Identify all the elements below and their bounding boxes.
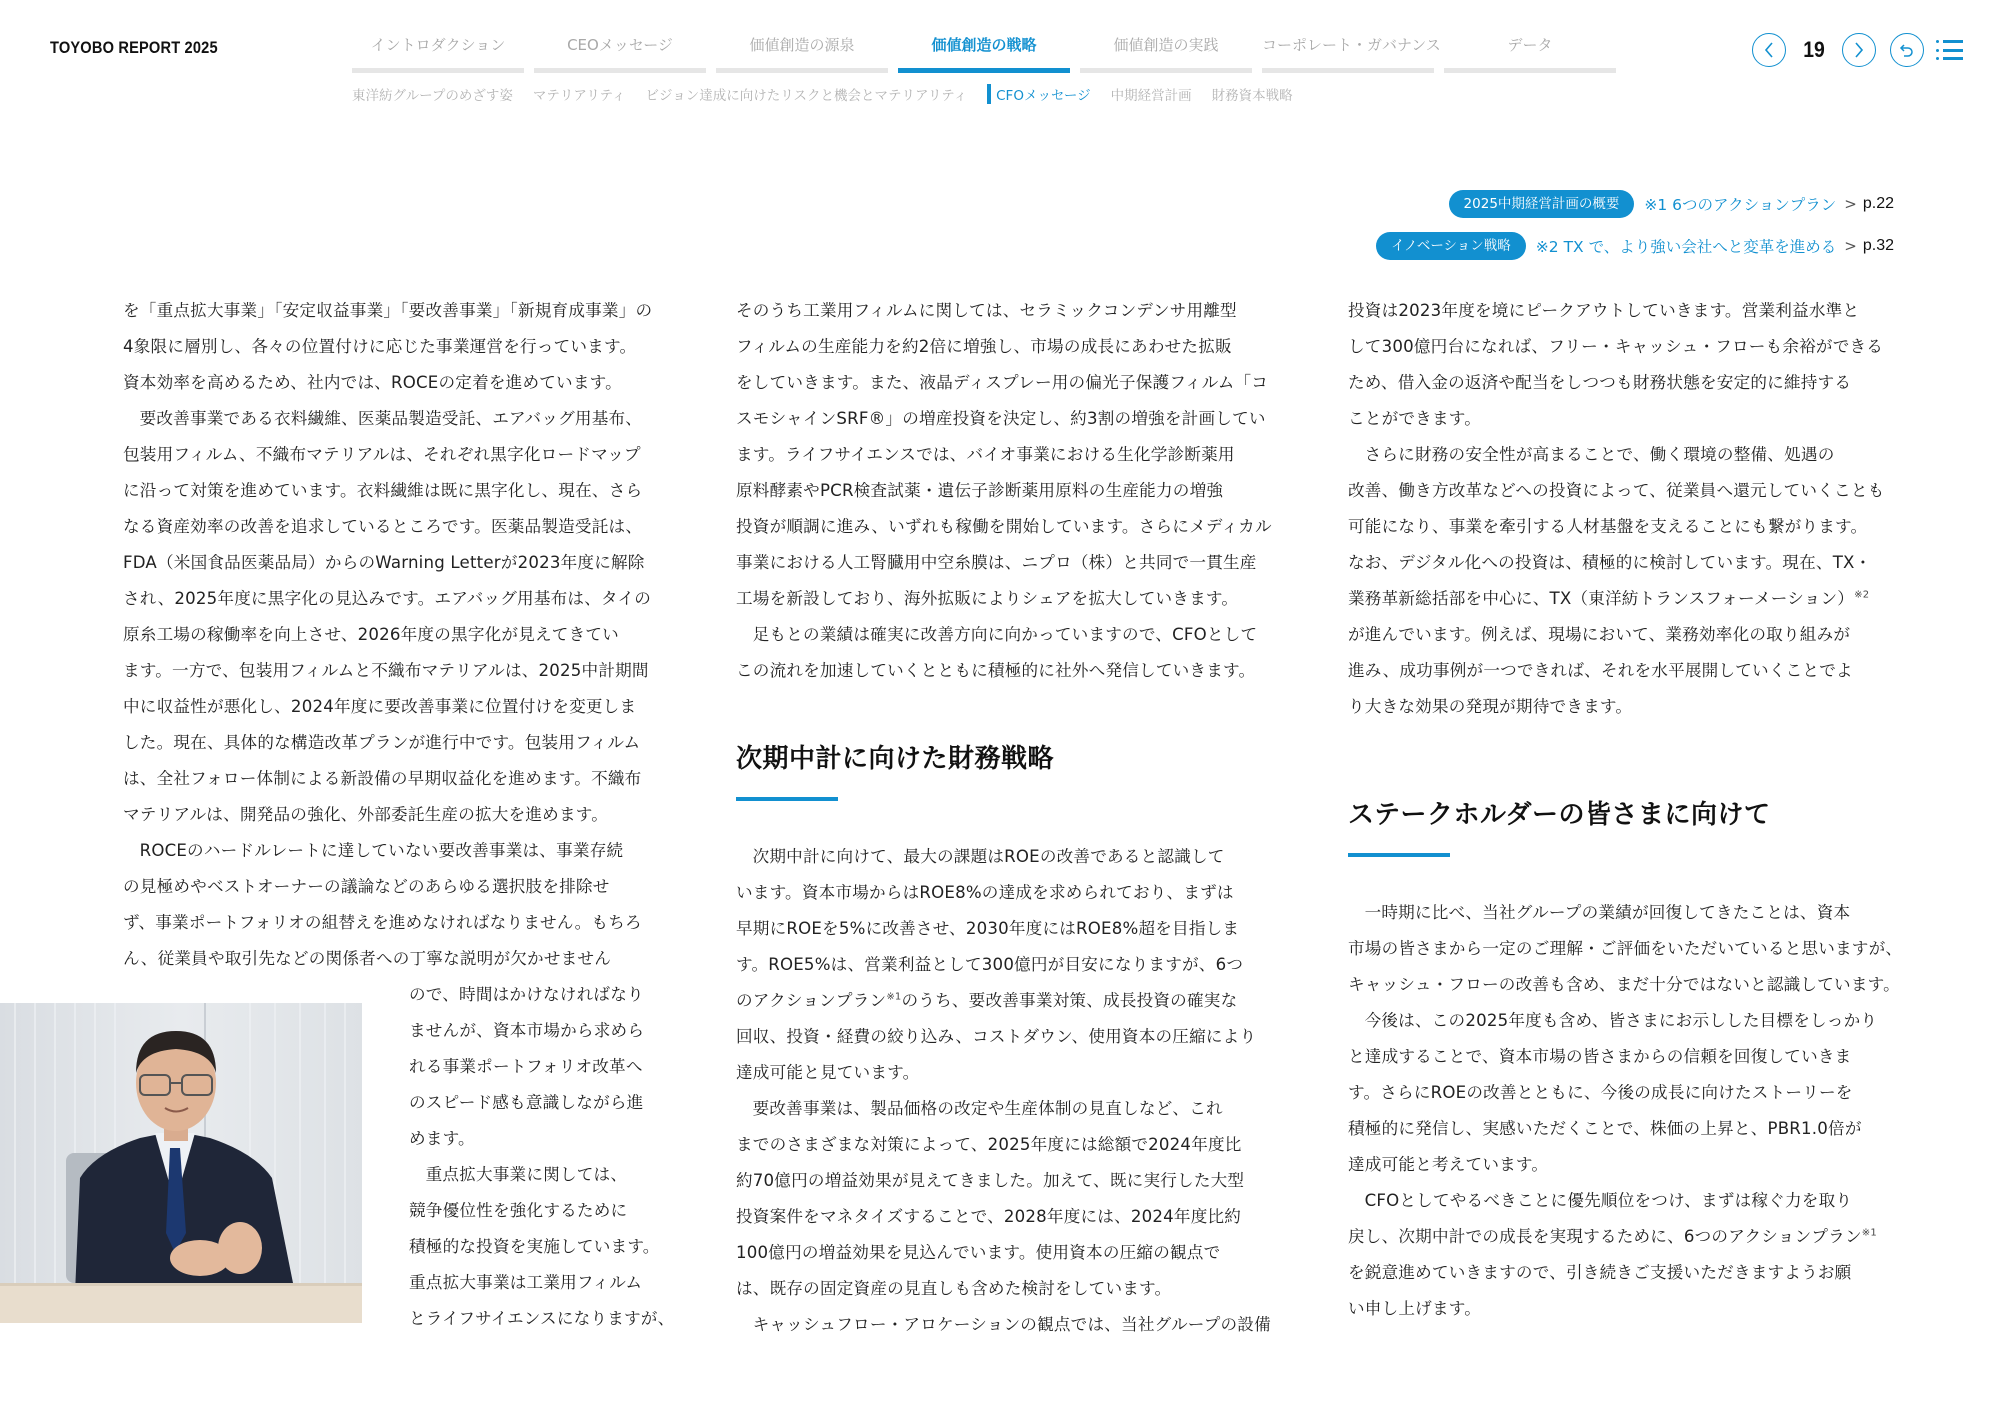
body-line: そのうち工業用フィルムに関しては、セラミックコンデンサ用離型 bbox=[736, 301, 1237, 320]
body-line: と達成することで、資本市場の皆さまからの信頼を回復していきま bbox=[1348, 1047, 1852, 1066]
chevron-right-icon: > bbox=[1844, 237, 1857, 255]
body-line: 投資案件をマネタイズすることで、2028年度には、2024年度比約 bbox=[736, 1207, 1242, 1226]
chevron-right-icon: > bbox=[1844, 195, 1857, 213]
body-line: 回収、投資・経費の絞り込み、コストダウン、使用資本の圧縮により bbox=[736, 1027, 1257, 1046]
prev-page-button[interactable] bbox=[1752, 33, 1786, 67]
subtab-financial-strategy[interactable]: 財務資本戦略 bbox=[1211, 88, 1293, 104]
body-line: なお、デジタル化への投資は、積極的に検討しています。現在、TX・ bbox=[1348, 553, 1872, 572]
page-number: 19 bbox=[1803, 37, 1825, 62]
reference-link-tx[interactable] bbox=[1376, 232, 1894, 260]
body-line: 戻し、次期中計での成長を実現するために、6つのアクションプラン$^{※1}$ bbox=[1348, 1227, 1877, 1246]
body-line: り大きな効果の発現が期待できます。 bbox=[1348, 697, 1633, 716]
body-line: して300億円台になれば、フリー・キャッシュ・フローも余裕ができる bbox=[1348, 337, 1884, 356]
portrait-illustration bbox=[0, 1003, 362, 1323]
sub-section-nav bbox=[352, 84, 1293, 104]
body-line: めます。 bbox=[409, 1129, 475, 1148]
body-line: す。ROE5%は、営業利益として300億円が目安になりますが、6つ bbox=[736, 955, 1244, 974]
reference-page: p.32 bbox=[1862, 237, 1894, 254]
tab-value-strategy[interactable] bbox=[898, 30, 1070, 73]
body-line: 要改善事業である衣料繊維、医薬品製造受託、エアバッグ用基布、 bbox=[139, 409, 643, 428]
body-line: ます。一方で、包装用フィルムと不織布マテリアルは、2025中計期間 bbox=[123, 661, 649, 680]
body-column-1 bbox=[123, 293, 668, 977]
body-line: は、既存の固定資産の見直しも含めた検討をしています。 bbox=[736, 1279, 1172, 1298]
cross-references bbox=[1376, 190, 1894, 260]
tab-label: データ bbox=[1507, 36, 1553, 54]
body-line: 改善、働き方改革などへの投資によって、従業員へ還元していくことも bbox=[1348, 481, 1885, 500]
body-line: 業務革新総括部を中心に、TX（東洋紡トランスフォーメーション）$^{※2}$ bbox=[1348, 589, 1870, 608]
body-line: CFOとしてやるべきことに優先順位をつけ、まずは稼ぐ力を取り bbox=[1364, 1191, 1853, 1210]
subtab-cfo-message[interactable]: CFOメッセージ bbox=[987, 84, 1091, 104]
body-line: なる資産効率の改善を追求しているところです。医薬品製造受託は、 bbox=[123, 517, 643, 536]
tab-introduction[interactable] bbox=[352, 30, 524, 73]
reference-title[interactable]: ※2 TX で、より強い会社へと変革を進める bbox=[1535, 238, 1837, 256]
body-line: のスピード感も意識しながら進 bbox=[409, 1093, 644, 1112]
body-line: れる事業ポートフォリオ改革へ bbox=[409, 1057, 643, 1076]
body-line: 達成可能と見ています。 bbox=[736, 1063, 920, 1082]
body-line: 今後は、この2025年度も含め、皆さまにお示しした目標をしっかり bbox=[1364, 1011, 1878, 1030]
tab-value-sources[interactable] bbox=[716, 30, 888, 73]
body-line: 早期にROEを5%に改善させ、2030年度にはROE8%超を目指しま bbox=[736, 919, 1240, 938]
return-arrow-icon bbox=[1897, 40, 1917, 60]
tab-label: 価値創造の実践 bbox=[1113, 36, 1219, 54]
subtab-vision[interactable]: 東洋紡グループのめざす姿 bbox=[352, 88, 513, 104]
body-line: ことができます。 bbox=[1348, 409, 1482, 428]
reference-tag: イノベーション戦略 bbox=[1376, 232, 1526, 260]
body-line: 中に収益性が悪化し、2024年度に要改善事業に位置付けを変更しま bbox=[123, 697, 637, 716]
body-line: 事業における人工腎臓用中空糸膜は、ニプロ（株）と共同で一貫生産 bbox=[736, 553, 1257, 572]
footnote-marker: ※1 bbox=[1861, 1227, 1877, 1239]
body-line: が進んでいます。例えば、現場において、業務効率化の取り組みが bbox=[1348, 625, 1851, 644]
body-line: ます。ライフサイエンスでは、バイオ事業における生化学診断薬用 bbox=[736, 445, 1235, 464]
subtab-risks-opportunities[interactable]: ビジョン達成に向けたリスクと機会とマテリアリティ bbox=[645, 88, 968, 104]
tab-indicator bbox=[352, 68, 524, 73]
body-line: 市場の皆さまから一定のご理解・ご評価をいただいていると思いますが、 bbox=[1348, 939, 1903, 958]
body-line: い申し上げます。 bbox=[1348, 1299, 1482, 1318]
body-column-1-narrow bbox=[409, 977, 675, 1337]
tab-indicator bbox=[898, 68, 1070, 73]
body-line: す。さらにROEの改善とともに、今後の成長に向けたストーリーを bbox=[1348, 1083, 1853, 1102]
subtab-materiality[interactable]: マテリアリティ bbox=[532, 88, 626, 104]
body-line: した。現在、具体的な構造改革プランが進行中です。包装用フィルム bbox=[123, 733, 641, 752]
body-line: は、全社フォロー体制による新設備の早期収益化を進めます。不織布 bbox=[123, 769, 642, 788]
tab-indicator bbox=[1080, 68, 1252, 73]
body-line: をしていきます。また、液晶ディスプレー用の偏光子保護フィルム「コ bbox=[736, 373, 1269, 392]
section-heading-stakeholders: ステークホルダーの皆さまに向けて bbox=[1348, 800, 1771, 830]
body-line: この流れを加速していくとともに積極的に社外へ発信していきます。 bbox=[736, 661, 1256, 680]
report-brand: TOYOBO REPORT 2025 bbox=[50, 38, 218, 57]
body-line: FDA（米国食品医薬品局）からのWarning Letterが2023年度に解除 bbox=[123, 553, 645, 572]
reference-tag: 2025中期経営計画の概要 bbox=[1449, 190, 1635, 218]
body-line: ず、事業ポートフォリオの組替えを進めなければなりません。もちろ bbox=[123, 913, 642, 932]
body-line: 達成可能と考えています。 bbox=[1348, 1155, 1549, 1174]
body-line: ため、借入金の返済や配当をしつつも財務状態を安定的に維持する bbox=[1348, 373, 1852, 392]
body-line: 約70億円の増益効果が見えてきました。加えて、既に実行した大型 bbox=[736, 1171, 1245, 1190]
body-line: 次期中計に向けて、最大の課題はROEの改善であると認識して bbox=[752, 847, 1225, 866]
body-line: 100億円の増益効果を見込んでいます。使用資本の圧縮の観点で bbox=[736, 1243, 1221, 1262]
page-navigation bbox=[1752, 33, 1964, 67]
body-line: に沿って対策を進めています。衣料繊維は既に黒字化し、現在、さら bbox=[123, 481, 643, 500]
body-line: のアクションプラン$^{※1}$のうち、要改善事業対策、成長投資の確実な bbox=[736, 991, 1238, 1010]
body-line: 競争優位性を強化するために bbox=[409, 1201, 628, 1220]
body-line: キャッシュフロー・アロケーションの観点では、当社グループの設備 bbox=[752, 1315, 1271, 1334]
chevron-right-icon bbox=[1852, 41, 1866, 59]
tab-indicator bbox=[1444, 68, 1616, 73]
next-page-button[interactable] bbox=[1842, 33, 1876, 67]
body-line: さらに財務の安全性が高まることで、働く環境の整備、処遇の bbox=[1364, 445, 1835, 464]
tab-data[interactable] bbox=[1444, 30, 1616, 73]
subtab-mid-term-plan[interactable]: 中期経営計画 bbox=[1110, 88, 1192, 104]
body-line: 工場を新設しており、海外拡販によりシェアを拡大していきます。 bbox=[736, 589, 1239, 608]
body-line: 進み、成功事例が一つできれば、それを水平展開していくことでよ bbox=[1348, 661, 1853, 680]
body-line: 投資が順調に進み、いずれも稼働を開始しています。さらにメディカル bbox=[736, 517, 1272, 536]
body-line: 積極的な投資を実施しています。 bbox=[409, 1237, 660, 1256]
body-line: 原糸工場の稼働率を向上させ、2026年度の黒字化が見えてきてい bbox=[123, 625, 619, 644]
body-column-2 bbox=[736, 293, 1281, 1343]
body-line: スモシャインSRF®」の増産投資を決定し、約3割の増強を計画してい bbox=[736, 409, 1266, 428]
back-button[interactable] bbox=[1890, 33, 1924, 67]
tab-governance[interactable] bbox=[1262, 30, 1441, 73]
body-line: 4象限に層別し、各々の位置付けに応じた事業運営を行っています。 bbox=[123, 337, 637, 356]
cfo-portrait-photo bbox=[0, 1003, 362, 1323]
body-line: 可能になり、事業を牽引する人材基盤を支えることにも繋がります。 bbox=[1348, 517, 1868, 536]
body-line: を「重点拡大事業」「安定収益事業」「要改善事業」「新規育成事業」の bbox=[123, 301, 653, 320]
tab-label: イントロダクション bbox=[370, 36, 506, 54]
body-line: を鋭意進めていきますので、引き続きご支援いただきますようお願 bbox=[1348, 1263, 1852, 1282]
chevron-left-icon bbox=[1762, 41, 1776, 59]
body-line: フィルムの生産能力を約2倍に増強し、市場の成長にあわせた拡販 bbox=[736, 337, 1232, 356]
tab-label: コーポレート・ガバナンス bbox=[1262, 36, 1441, 54]
body-line: 原料酵素やPCR検査試薬・遺伝子診断薬用原料の生産能力の増強 bbox=[736, 481, 1224, 500]
body-line: され、2025年度に黒字化の見込みです。エアバッグ用基布は、タイの bbox=[123, 589, 652, 608]
body-line: 積極的に発信し、実感いただくことで、株価の上昇と、PBR1.0倍が bbox=[1348, 1119, 1862, 1138]
reference-page: p.22 bbox=[1862, 195, 1894, 212]
body-line: キャッシュ・フローの改善も含め、まだ十分ではないと認識しています。 bbox=[1348, 975, 1900, 994]
reference-link-action-plans[interactable] bbox=[1449, 190, 1894, 218]
footnote-marker: ※2 bbox=[1854, 589, 1870, 601]
body-line: ませんが、資本市場から求めら bbox=[409, 1021, 645, 1040]
body-line: ん、従業員や取引先などの関係者への丁寧な説明が欠かせません bbox=[123, 949, 612, 968]
tab-value-practice[interactable] bbox=[1080, 30, 1252, 73]
tab-ceo-message[interactable] bbox=[534, 30, 706, 73]
body-line: マテリアルは、開発品の強化、外部委託生産の拡大を進めます。 bbox=[123, 805, 609, 824]
body-line: 資本効率を高めるため、社内では、ROCEの定着を進めています。 bbox=[123, 373, 622, 392]
body-line: とライフサイエンスになりますが、 bbox=[409, 1309, 675, 1328]
body-line: 要改善事業は、製品価格の改定や生産体制の見直しなど、これ bbox=[752, 1099, 1223, 1118]
main-section-nav bbox=[352, 30, 1616, 73]
tab-label: 価値創造の源泉 bbox=[749, 36, 855, 54]
tab-indicator bbox=[1262, 68, 1434, 73]
reference-title[interactable]: ※1 6つのアクションプラン bbox=[1644, 196, 1837, 214]
body-line: ROCEのハードルレートに達していない要改善事業は、事業存続 bbox=[139, 841, 624, 860]
menu-icon bbox=[1936, 40, 1964, 43]
body-line: 包装用フィルム、不織布マテリアルは、それぞれ黒字化ロードマップ bbox=[123, 445, 641, 464]
tab-label: 価値創造の戦略 bbox=[931, 36, 1037, 54]
body-line: までのさまざまな対策によって、2025年度には総額で2024年度比 bbox=[736, 1135, 1242, 1154]
body-column-3 bbox=[1348, 293, 1903, 1327]
tab-indicator bbox=[534, 68, 706, 73]
body-line: います。資本市場からはROE8%の達成を求められており、まずは bbox=[736, 883, 1234, 902]
body-line: 投資は2023年度を境にピークアウトしていきます。営業利益水準と bbox=[1348, 301, 1860, 320]
table-of-contents-button[interactable] bbox=[1936, 37, 1964, 63]
footnote-marker: ※1 bbox=[886, 991, 902, 1003]
body-line: 一時期に比べ、当社グループの業績が回復してきたことは、資本 bbox=[1364, 903, 1851, 922]
tab-label: CEOメッセージ bbox=[567, 36, 673, 54]
tab-indicator bbox=[716, 68, 888, 73]
section-heading-financial-strategy: 次期中計に向けた財務戦略 bbox=[736, 744, 1055, 774]
body-line: ので、時間はかけなければなり bbox=[409, 985, 644, 1004]
body-line: 重点拡大事業は工業用フィルム bbox=[409, 1273, 643, 1292]
body-line: の見極めやベストオーナーの議論などのあらゆる選択肢を排除せ bbox=[123, 877, 610, 896]
body-line: 重点拡大事業に関しては、 bbox=[425, 1165, 628, 1184]
body-line: 足もとの業績は確実に改善方向に向かっていますので、CFOとして bbox=[752, 625, 1258, 644]
